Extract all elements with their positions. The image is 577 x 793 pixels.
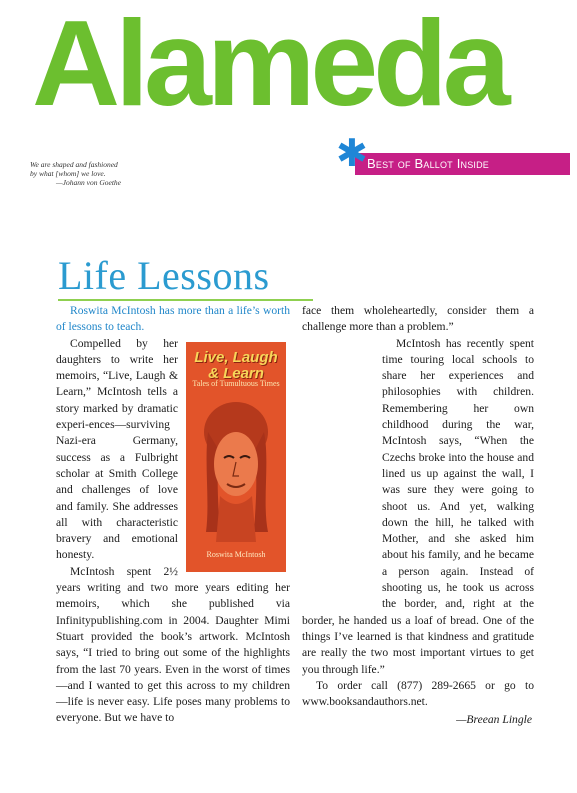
best-of-ballot-banner[interactable] — [355, 153, 570, 175]
article-title: Life Lessons — [58, 253, 270, 298]
article-column-right — [302, 303, 534, 729]
book-cover-subtitle: Tales of Tumultuous Times — [192, 378, 280, 388]
epigraph-quote — [30, 160, 150, 187]
banner-text: Best of Ballot Inside — [367, 156, 490, 171]
book-cover-author: Roswita McIntosh — [206, 550, 266, 560]
article-column-left — [56, 303, 290, 727]
book-cover-spacer — [294, 336, 376, 598]
quote-line-1: We are shaped and fashioned — [30, 160, 118, 169]
order-info: To order call (877) 289-2665 or go to www.booksandauthors.net. — [302, 678, 534, 709]
author-signature: —Breean Lingle — [456, 713, 532, 727]
book-cover-title: Live, Laugh & Learn — [194, 348, 278, 382]
quote-line-2: by what [whom] we love. — [30, 169, 106, 178]
title-underline — [58, 299, 313, 301]
portrait-illustration — [200, 392, 272, 542]
article-paragraph: face them wholeheartedly, consider them a challenge more than a problem.” — [302, 304, 534, 334]
article-paragraph: McIntosh has recently spent time touring local schools to share her experiences and philosophies with children. Remembering her own childhood during the war, McIntosh says, “When the Czechs broke into the house and lined us up against the wall, I was sure they were going to shoot us. And yet, walking down the hill, he talked with Mother, and she asked him about his family, and he became a person again. Instead of shooting us, he took us across the border, and, right at the border, he handed us a loaf of bread. One of the things I’ve learned is that kindness and gratitude are really the two most important virtues to get you through life.” — [302, 336, 534, 676]
masthead-title: Alameda — [32, 0, 506, 131]
article-deck: Roswita McIntosh has more than a life’s worth of lessons to teach. — [56, 304, 290, 334]
asterisk-star-icon: ✱ — [336, 131, 368, 175]
quote-attribution: —Johann von Goethe — [56, 178, 121, 187]
article-paragraph: Compelled by her daughters to write her memoirs, “Live, Laugh & Learn,” McIntosh tells a story marked by dramatic experi-ences—surviving Nazi-era Germany, success as a Fulbright scholar at Smith College and challenges of love and family. She addresses all with characteristic bravery and emotional honesty. — [56, 336, 178, 562]
article-paragraph: McIntosh spent 2½ years writing and two more years editing her memoirs, which she published via Infinitypublishing.com in 2004. Daughter Mimi Stuart provided the book’s artwork. McIntosh says, “I tried to bring out some of the highlights from the last 70 years. Even in the worst of times—and I wanted to get this across to my children—life is never easy. Life poses many problems to everyone. But we have to — [56, 564, 290, 725]
book-cover-image — [186, 342, 286, 572]
